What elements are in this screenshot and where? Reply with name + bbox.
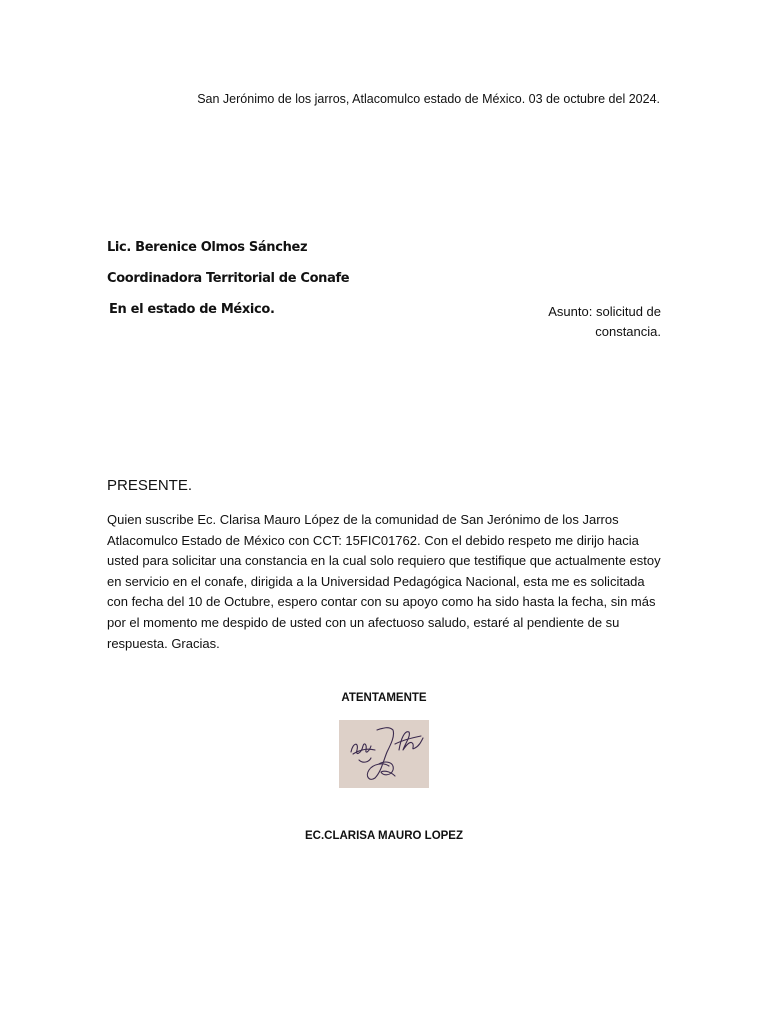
signature-scribble xyxy=(339,720,429,788)
place-date-line: San Jerónimo de los jarros, Atlacomulco estado de México. 03 de octubre del 2024. xyxy=(197,92,660,106)
greeting: PRESENTE. xyxy=(107,477,193,494)
recipient-title: Coordinadora Territorial de Conafe xyxy=(107,271,350,286)
signer-name: EC.CLARISA MAURO LOPEZ xyxy=(304,830,464,842)
handwritten-signature-image xyxy=(339,720,429,788)
subject-line-1: Asunto: solicitud de xyxy=(548,304,661,319)
letter-body: Quien suscribe Ec. Clarisa Mauro López de la comunidad de San Jerónimo de los Jarros Atlacomulco Estado de México con CCT: 15FIC01762. Con el debido respeto me dirijo hacia usted para solicitar una constancia en la cual solo requiero que testifique que actualmente estoy en servicio en el conafe, dirigida a la Universidad Pedagógica Nacional, esta me es solicitada con fecha del 10 de Octubre, espero contar con su apoyo como ha sido hasta la fecha, sin más por el momento me despido de usted con un afectuoso saludo, estaré al pendiente de su respuesta. Gracias. xyxy=(107,512,661,651)
recipient-location: En el estado de México. xyxy=(109,302,275,317)
closing-text: ATENTAMENTE xyxy=(341,692,427,704)
recipient-name: Lic. Berenice Olmos Sánchez xyxy=(107,240,308,255)
subject-block xyxy=(511,302,661,342)
subject-line-2: constancia. xyxy=(595,324,661,339)
